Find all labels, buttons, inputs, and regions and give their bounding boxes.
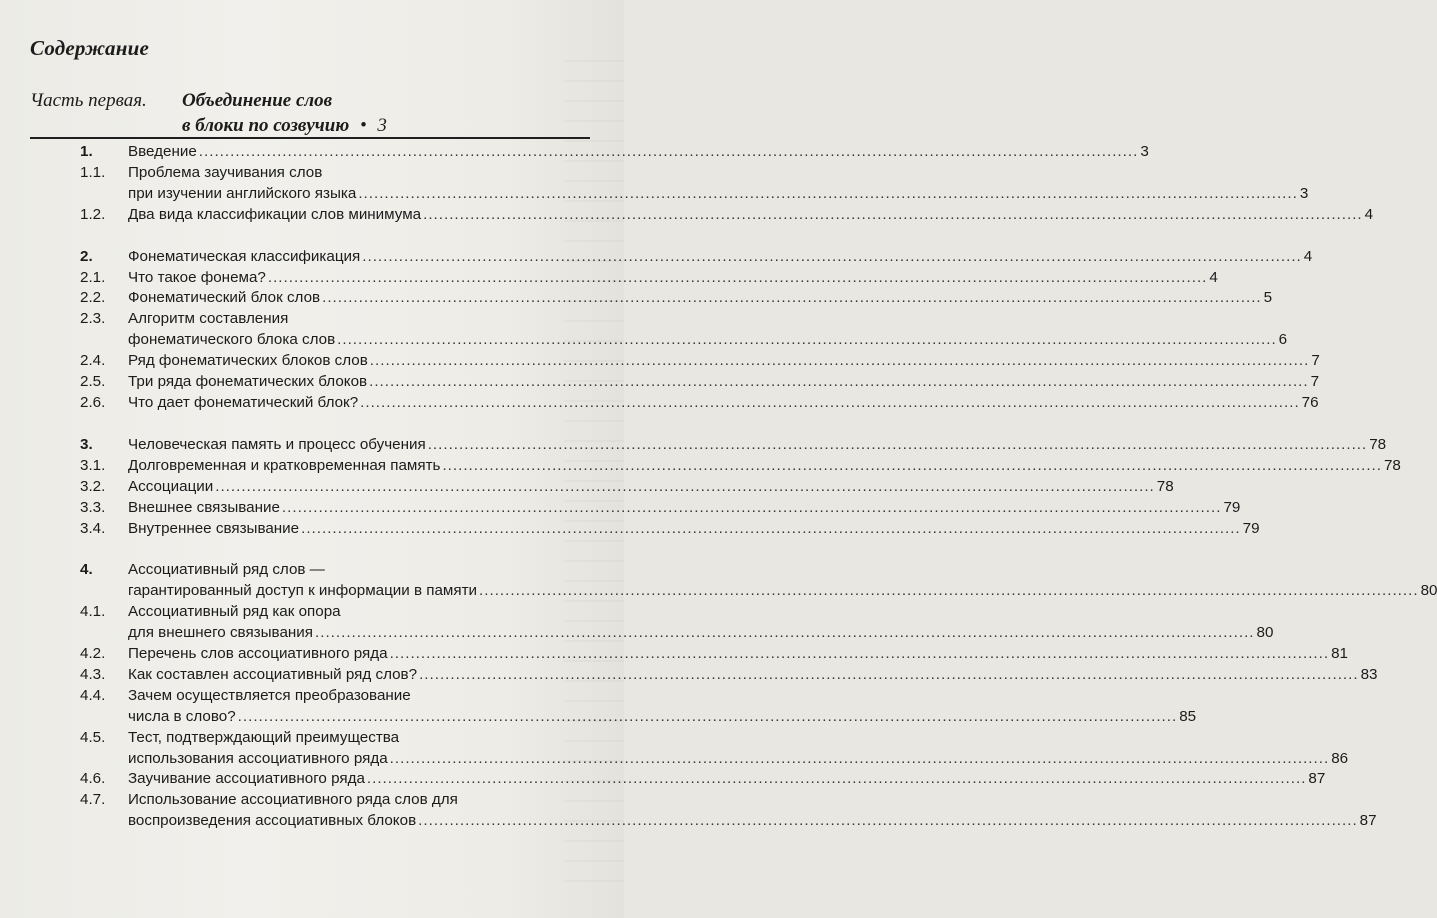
toc-entry-title: Проблема заучивания слов [128,163,323,181]
section-gap [80,226,586,247]
toc-entry-body [128,519,1260,540]
dot-leader [282,498,1222,519]
toc-entry-number: 4.3. [80,665,106,683]
toc-entry-title: Что такое фонема? [128,268,266,286]
toc-entry-title: Ряд фонематических блоков слов [128,352,368,370]
toc-entry-page: 3 [1140,143,1149,160]
toc-entry [80,456,1401,477]
toc-entry-line [128,769,1325,790]
toc-entry-body [128,602,1273,644]
toc-entry-body [128,665,1378,686]
part-label: Часть первая. [30,90,147,111]
toc-entry-number: 1.2. [80,205,106,223]
toc-entry-body [128,435,1386,456]
toc-entry-number: 3.4. [80,519,106,537]
contents-heading: Содержание [30,36,149,60]
toc-entry-line [128,247,1312,268]
toc-entry [80,560,1437,602]
toc-entry-page: 86 [1331,749,1349,767]
toc-entry-page: 4 [1303,247,1313,265]
toc-entry-line [128,686,1196,707]
toc-entry-line [128,623,1273,644]
toc-entry-title: Заучивание ассоциативного ряда [128,770,365,788]
toc-entry-title: Человеческая память и процесс обучения [128,435,426,453]
dot-leader [358,184,1298,205]
toc-entry-line [128,142,1149,163]
toc-entry-title: Что дает фонематический блок? [128,393,359,411]
toc-entry-title: Фонематический блок слов [128,289,321,307]
toc-entry-title: Три ряда фонематических блоков [128,373,368,391]
toc-entry-line [128,393,1319,414]
toc-entry-line [128,790,1377,811]
toc-entry [80,665,1378,686]
toc-entry-body [128,372,1319,393]
toc-entry-title: Два вида классификации слов минимума [128,205,422,223]
toc-entry-page: 4 [1209,268,1218,286]
toc-entry-body [128,268,1218,289]
toc-entry-line [128,749,1348,770]
toc-entry-line [128,184,1308,205]
toc-entry-page: 83 [1360,665,1378,683]
dot-leader [428,435,1368,456]
dot-leader [362,247,1302,268]
toc-entry-number: 4.1. [80,603,106,621]
dot-leader [369,372,1309,393]
toc-entry-title: Долговременная и кратковременная память [128,456,441,474]
toc-entry-page: 3 [1299,184,1309,202]
toc-entry-body [128,686,1196,728]
toc-entry-page: 87 [1359,812,1377,830]
toc-entry-title: Использование ассоциативного ряда слов для [128,791,458,809]
toc-entry [80,602,1274,644]
toc-entry-number: 4. [80,561,93,579]
toc-entry-title: Тест, подтверждающий преимущества [128,728,400,746]
toc-entry [80,247,1313,268]
part-title-line2: в блоки по созвучию [182,115,350,136]
toc-entry-body [128,142,1149,163]
toc-entry-number: 1. [80,143,93,160]
toc-entry [80,288,1273,309]
dot-leader [390,749,1330,770]
toc-entry-line [128,498,1240,519]
toc-entry-number: 2. [80,247,93,265]
toc-entry [80,163,1309,205]
part-title [182,88,452,138]
toc-entry-number: 4.6. [80,770,106,788]
toc-entry-line [128,519,1260,540]
dot-leader [423,205,1363,226]
toc-entry-title: использования ассоциативного ряда [128,749,388,767]
toc-entry-title: Внешнее связывание [128,498,280,516]
toc-entry-line [128,205,1373,226]
dot-leader [360,393,1300,414]
dot-leader [479,581,1419,602]
dot-leader [215,477,1155,498]
toc-entry-number: 2.1. [80,268,106,286]
toc-entry-number: 2.3. [80,310,106,328]
toc-entry-number: 3.3. [80,498,106,516]
toc-entry-number: 4.7. [80,791,106,809]
toc-entry-line [128,602,1273,623]
dot-leader [370,351,1310,372]
toc-entry-body [128,769,1325,790]
toc-entry-number: 2.4. [80,352,106,370]
toc-entry-title: при изучении английского языка [128,184,357,202]
dot-leader [367,769,1307,790]
toc-entry-title: Перечень слов ассоциативного ряда [128,645,388,663]
toc-entry [80,644,1348,665]
toc-entry-line [128,372,1319,393]
toc-entry [80,686,1197,728]
toc-entry [80,790,1377,832]
toc-entry-line [128,560,1437,581]
toc-entry-page: 80 [1256,624,1274,642]
toc-entry-title: числа в слово? [128,707,236,725]
toc-entry-body [128,560,1437,602]
toc-entry-number: 1.1. [80,163,106,181]
toc-entry-number: 3. [80,435,93,453]
toc-entry [80,477,1174,498]
toc-list [80,142,1437,832]
toc-entry-line [128,581,1437,602]
toc-entry-body [128,351,1320,372]
toc-entry-page: 6 [1278,331,1288,349]
toc-entry-title: гарантированный доступ к информации в памяти [128,582,478,600]
toc-entry [80,769,1326,790]
toc-entry-line [128,811,1377,832]
toc-entry-body [128,393,1319,414]
toc-entry-number: 4.2. [80,645,106,663]
toc-entry-number: 2.2. [80,289,106,307]
part-bullet: • [359,115,367,136]
toc-entry-title: для внешнего связывания [128,624,313,642]
toc-entry [80,519,1260,540]
toc-entry [80,205,1374,226]
toc-entry-body [128,498,1240,519]
section-gap [80,414,586,435]
toc-entry-title: Внутреннее связывание [128,519,300,537]
toc-entry-page: 79 [1242,519,1260,537]
toc-entry-title: Алгоритм составления [128,310,289,328]
toc-entry-line [128,435,1386,456]
toc-entry-title: Как составлен ассоциативный ряд слов? [128,665,418,683]
part-title-line2-wrap [182,113,452,138]
toc-entry [80,498,1241,519]
toc-entry [80,309,1288,351]
toc-entry-page: 78 [1156,477,1174,495]
toc-entry-body [128,728,1348,770]
toc-entry-line [128,644,1348,665]
part-page-number: 3 [377,115,387,136]
dot-leader [419,665,1359,686]
dot-leader [301,519,1241,540]
toc-entry-body [128,790,1377,832]
toc-entry-page: 87 [1308,770,1326,788]
toc-entry-title: Фонематическая классификация [128,247,361,265]
toc-entry-line [128,330,1287,351]
toc-entry [80,351,1320,372]
dot-leader [199,142,1139,163]
toc-entry-title: Зачем осуществляется преобразование [128,686,411,704]
toc-entry-line [128,707,1196,728]
toc-entry [80,372,1320,393]
toc-entry-title: воспроизведения ассоциативных блоков [128,812,417,830]
toc-entry [80,435,1387,456]
toc-entry-body [128,163,1308,205]
toc-entry-page: 4 [1364,205,1374,223]
toc-entry-body [128,477,1174,498]
toc-entry [80,393,1319,414]
toc-entry-line [128,163,1308,184]
toc-entry-page: 7 [1311,352,1320,370]
toc-entry-number: 2.6. [80,393,106,411]
toc-entry-body [128,456,1401,477]
toc-entry [80,142,1149,163]
toc-entry-title: Введение [128,143,197,160]
toc-entry-number: 3.2. [80,477,106,495]
toc-entry-number: 3.1. [80,456,106,474]
dot-leader [390,644,1330,665]
toc-entry-line [128,268,1218,289]
toc-entry-title: Ассоциации [128,477,214,495]
toc-entry [80,268,1218,289]
toc-entry [80,728,1349,770]
toc-entry-line [128,477,1174,498]
toc-entry-page: 80 [1420,582,1437,600]
toc-entry-number: 4.4. [80,686,106,704]
toc-entry-page: 79 [1223,498,1241,516]
dot-leader [322,288,1262,309]
toc-entry-title: Ассоциативный ряд как опора [128,603,341,621]
section-gap [80,539,586,560]
toc-entry-line [128,728,1348,749]
toc-entry-title: фонематического блока слов [128,331,336,349]
dot-leader [442,456,1382,477]
toc-entry-line [128,288,1272,309]
part-title-line1: Объединение слов [182,90,333,111]
dot-leader [268,268,1208,289]
toc-entry-line [128,665,1378,686]
toc-entry-page: 81 [1331,645,1348,663]
toc-entry-number: 4.5. [80,728,106,746]
toc-entry-number: 2.5. [80,373,106,391]
dot-leader [418,811,1358,832]
toc-entry-page: 78 [1369,435,1387,453]
toc-entry-body [128,247,1312,268]
toc-entry-body [128,309,1287,351]
toc-entry-title: Ассоциативный ряд слов — [128,561,325,579]
toc-entry-body [128,205,1373,226]
dot-leader [337,330,1277,351]
toc-entry-line [128,456,1401,477]
toc-entry-page: 76 [1301,393,1319,411]
toc-entry-page: 78 [1383,456,1401,474]
toc-entry-body [128,288,1272,309]
toc-entry-page: 5 [1263,289,1273,307]
toc-entry-line [128,309,1287,330]
dot-leader [315,623,1255,644]
toc-entry-page: 7 [1310,373,1320,391]
toc-entry-body [128,644,1348,665]
heading-rule [30,137,590,139]
toc-entry-page: 85 [1179,707,1197,725]
toc-entry-line [128,351,1320,372]
dot-leader [238,707,1178,728]
